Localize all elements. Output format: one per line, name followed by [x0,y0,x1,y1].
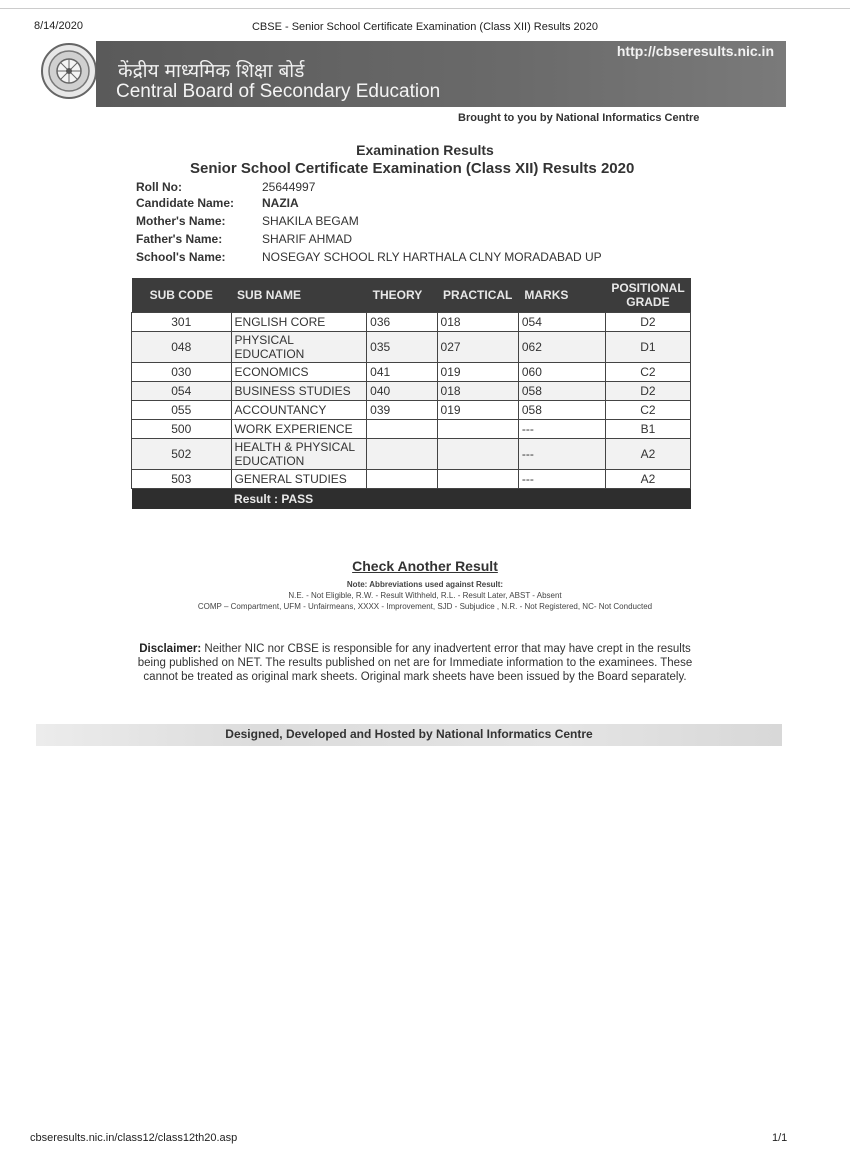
mother-name-label: Mother's Name: [136,214,226,228]
header-sub-code: SUB CODE [132,278,232,313]
site-url-link[interactable]: http://cbseresults.nic.in [616,43,774,59]
marks-cell: 058 [518,382,605,401]
theory-cell: 036 [367,313,437,332]
board-name-hindi: केंद्रीय माध्यमिक शिक्षा बोर्ड [118,60,305,82]
table-row [132,363,691,382]
notes-line-1: N.E. - Not Eligible, R.W. - Result Withheld, R.L. - Result Later, ABST - Absent [288,591,562,600]
print-url: cbseresults.nic.in/class12/class12th20.asp [30,1132,238,1144]
print-date: 8/14/2020 [34,20,83,32]
table-row [132,439,691,470]
theory-cell: 040 [367,382,437,401]
marks-cell: 060 [518,363,605,382]
sub-name-cell: GENERAL STUDIES [231,470,367,489]
header-grade: POSITIONAL GRADE [605,278,690,313]
footer-bar [36,724,782,746]
candidate-name-label: Candidate Name: [136,196,235,210]
sub-name-cell: ACCOUNTANCY [231,401,367,420]
table-row [132,470,691,489]
disclaimer-label: Disclaimer: [139,643,202,655]
header-banner [96,41,786,107]
grade-cell: D2 [605,313,690,332]
theory-cell [367,439,437,470]
marks-table [131,278,691,509]
roll-value: 25644997 [262,180,316,194]
header-marks: MARKS [518,278,605,313]
table-row [132,401,691,420]
table-header-row [132,278,691,313]
father-name-label: Father's Name: [136,232,223,246]
marks-cell: --- [518,439,605,470]
grade-cell: B1 [605,420,690,439]
top-rule [0,8,850,9]
sub-name-cell: ENGLISH CORE [231,313,367,332]
marks-cell: 058 [518,401,605,420]
practical-cell: 019 [437,363,518,382]
practical-cell [437,439,518,470]
sub-code-cell: 030 [132,363,232,382]
table-row [132,420,691,439]
school-name-label: School's Name: [136,250,226,264]
practical-cell [437,470,518,489]
sub-code-cell: 301 [132,313,232,332]
practical-cell [437,420,518,439]
check-another-result-link[interactable]: Check Another Result [352,558,498,574]
theory-cell [367,420,437,439]
board-name-english: Central Board of Secondary Education [116,81,441,102]
sub-code-cell: 054 [132,382,232,401]
grade-cell: A2 [605,439,690,470]
header-theory: THEORY [367,278,437,313]
sub-name-cell: ECONOMICS [231,363,367,382]
theory-cell: 041 [367,363,437,382]
marks-cell: 062 [518,332,605,363]
theory-cell: 039 [367,401,437,420]
mother-name-value: SHAKILA BEGAM [262,214,359,228]
practical-cell: 018 [437,382,518,401]
marks-cell: --- [518,470,605,489]
school-name-value: NOSEGAY SCHOOL RLY HARTHALA CLNY MORADABAD UP [262,250,602,264]
table-row [132,313,691,332]
cbse-emblem-icon [40,42,98,100]
candidate-name-value: NAZIA [262,196,299,210]
grade-cell: C2 [605,363,690,382]
disclaimer-text: Neither NIC nor CBSE is responsible for any inadvertent error that may have crept in the results being published on NET. The results published on net are for Immediate information to the examinees. These cannot be treated as original mark sheets. Original mark sheets have been issued by the Board separately. [137,643,693,683]
table-row [132,332,691,363]
roll-label: Roll No: [136,180,182,194]
disclaimer [130,642,700,684]
sub-name-cell: BUSINESS STUDIES [231,382,367,401]
result-row [132,489,691,510]
grade-cell: A2 [605,470,690,489]
sub-code-cell: 503 [132,470,232,489]
result-spacer [132,489,232,510]
sub-code-cell: 500 [132,420,232,439]
print-title: CBSE - Senior School Certificate Examination (Class XII) Results 2020 [251,21,599,33]
grade-cell: D1 [605,332,690,363]
footer-text: Designed, Developed and Hosted by National Informatics Centre [225,727,593,741]
theory-cell: 035 [367,332,437,363]
grade-cell: D2 [605,382,690,401]
practical-cell: 027 [437,332,518,363]
brought-by-text: Brought to you by National Informatics Centre [458,112,700,124]
sub-code-cell: 502 [132,439,232,470]
notes-title: Note: Abbreviations used against Result: [346,580,504,589]
notes-line-2: COMP – Compartment, UFM - Unfairmeans, XXXX - Improvement, SJD - Subjudice , N.R. - Not Registered, NC- Not Conducted [197,602,653,611]
page-subtitle: Senior School Certificate Examination (Class XII) Results 2020 [190,160,635,177]
practical-cell: 018 [437,313,518,332]
sub-name-cell: WORK EXPERIENCE [231,420,367,439]
theory-cell [367,470,437,489]
page-title: Examination Results [356,142,494,158]
marks-cell: --- [518,420,605,439]
result-status: Result : PASS [231,489,690,510]
sub-name-cell: HEALTH & PHYSICAL EDUCATION [231,439,367,470]
marks-cell: 054 [518,313,605,332]
table-row [132,382,691,401]
practical-cell: 019 [437,401,518,420]
sub-code-cell: 048 [132,332,232,363]
father-name-value: SHARIF AHMAD [262,232,353,246]
sub-name-cell: PHYSICAL EDUCATION [231,332,367,363]
grade-cell: C2 [605,401,690,420]
page-number: 1/1 [772,1132,788,1144]
header-practical: PRACTICAL [437,278,518,313]
sub-code-cell: 055 [132,401,232,420]
header-sub-name: SUB NAME [231,278,367,313]
